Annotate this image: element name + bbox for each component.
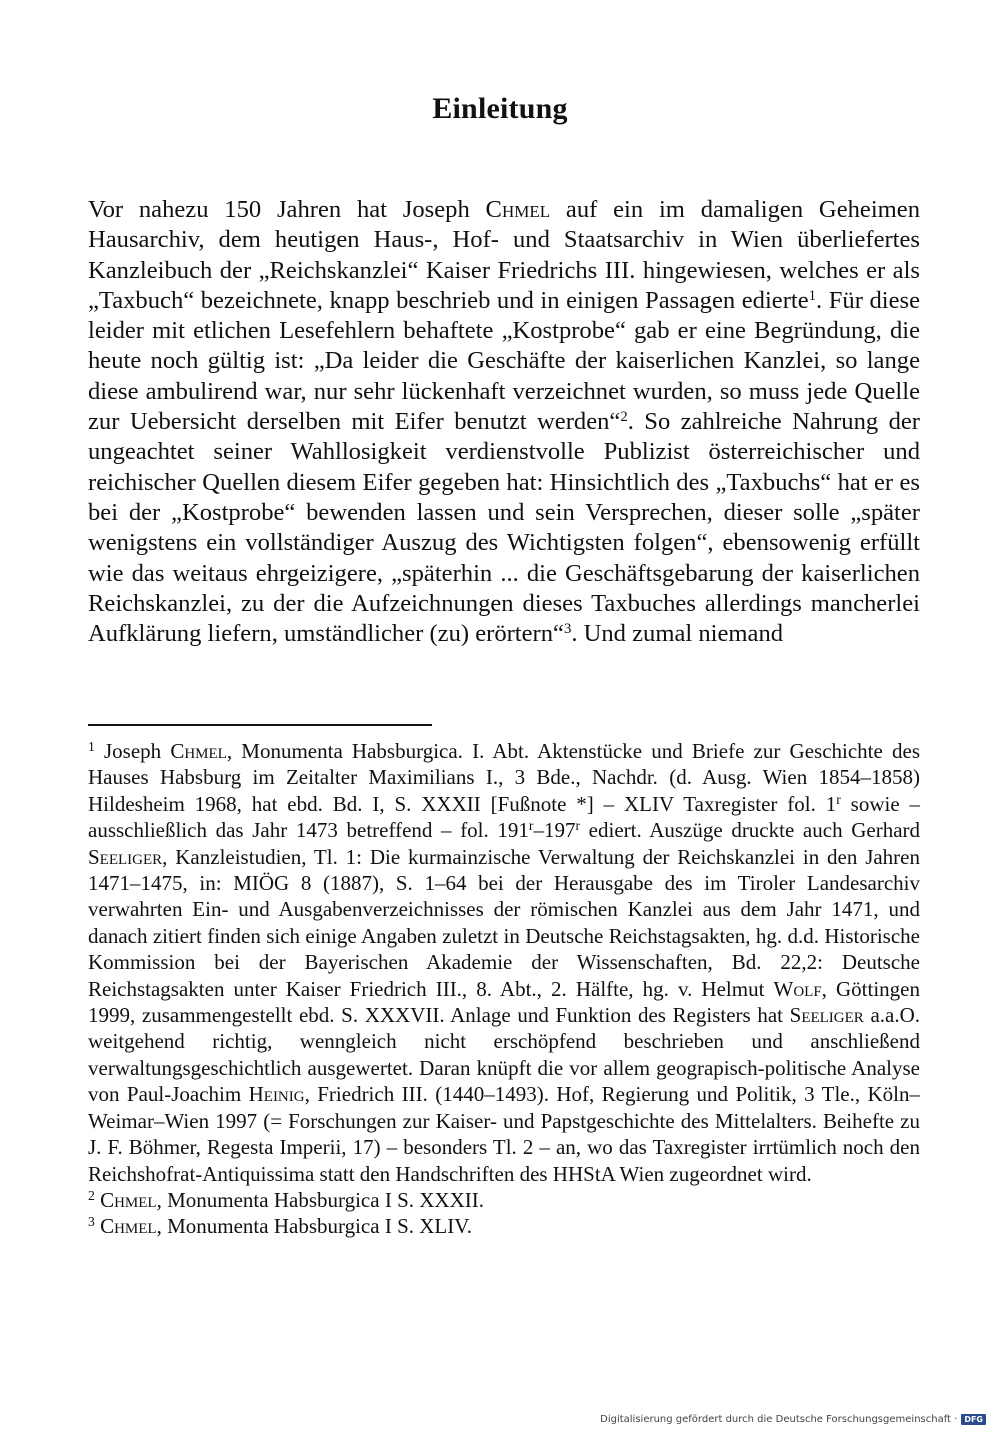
author-name: Seeliger (88, 844, 163, 869)
footnote-text: –197 (533, 818, 576, 843)
body-text-segment: . Für diese leider mit etlichen Lesefehlern behaftete „Kostprobe“ gab er eine Begründung, die heute noch gültig ist: „Da leider die Geschäfte der kaiserlichen Kanzlei, so lange diese ambulirend war, nur sehr lückenhaft verzeichnet wurden, so muss jede Quelle zur Uebersicht derselben mit Eifer benutzt werden“ (88, 286, 920, 436)
footnote-text: , Friedrich III. (1440–1493). Hof, Regierung und Politik, 3 Tle., Köln–Weimar–Wien 1997 (= Forschungen zur Kaiser- und Papstgeschichte des Mittelalters. Beihefte zu J. F. Böhmer, Regesta Imperii, 17) – besonders Tl. 2 – an, wo das Taxregister irrtümlich noch den Reichshofrat-Antiquissima statt den Handschriften des HHStA Wien zugeordnet wird. (88, 1082, 920, 1186)
footnote-text: sowie – ausschließlich das Jahr 1473 betreffend – fol. 191 (88, 791, 920, 843)
footnote-text: ediert. Auszüge druckte auch Gerhard (580, 818, 921, 843)
body-text-segment: auf ein im damaligen Geheimen Hausarchiv, dem heutigen Haus-, Hof- und Staatsarchiv in Wien überliefertes Kanzleibuch der „Reichskanzlei“ Kaiser Friedrichs III. hingewiesen, welches er als „Taxbuch“ bezeichnete, knapp beschrieb und in einigen Passagen edierte (88, 196, 920, 314)
footnote-text: Joseph (94, 739, 171, 763)
footnote-ref-2: 2 (620, 408, 628, 425)
footnote-text: , Göttingen 1999, zusammengestellt ebd. S. XXXVII. Anlage und Funktion des Registers hat (88, 976, 920, 1028)
footnote-divider (88, 724, 432, 726)
footnote-text: , Monumenta Habsburgica I S. XLIV. (156, 1214, 472, 1239)
footnote-2 (88, 1187, 920, 1213)
footnotes (88, 738, 920, 1240)
body-text-segment: . So zahlreiche Nahrung der ungeachtet seiner Wahllosigkeit verdienstvolle Publizist österreichischer und reichischer Quellen diesem Eifer gegeben hat: Hinsichtlich des „Taxbuchs“ hat er es bei der „Kostprobe“ bewenden lassen und sein Versprechen, dieser solle „später wenigstens ein vollständiger Auszug des Wichtigsten folgen“, ebensowenig erfüllt wie das weitaus ehrgeizigere, „späterhin ... die Geschäftsgebarung der kaiserlichen Reichskanzlei, zu der die Aufzeichnungen dieses Taxbuches allerdings mancherlei Aufklärung liefern, umständlicher (zu) erörtern“ (88, 408, 920, 648)
author-name: Chmel (170, 739, 227, 763)
folio-superscript: r (575, 818, 581, 834)
footnote-ref-1: 1 (808, 287, 817, 304)
page-title: Einleitung (432, 92, 568, 125)
footnote-3 (88, 1213, 920, 1239)
author-name: Heinig (248, 1082, 305, 1107)
footnote-ref-3: 3 (563, 621, 572, 638)
footnote-text: a.a.O. weitgehend richtig, wenngleich nicht erschöpfend beschrieben und anschließend verwaltungsgeschichtlich ausgewertet. Daran knüpft die vor allem geograpisch-politische Analyse von Paul-Joachim (88, 1003, 920, 1107)
author-name: Chmel (100, 1214, 157, 1239)
author-name: Chmel (100, 1187, 157, 1212)
folio-superscript: r (528, 818, 534, 834)
body-paragraph (88, 195, 920, 649)
credit-text: Digitalisierung gefördert durch die Deutsche Forschungsgemeinschaft · (600, 1414, 958, 1425)
footnote-number: 2 (88, 1188, 95, 1204)
folio-superscript: r (836, 792, 841, 807)
author-name: Wolf (773, 976, 822, 1001)
body-text-segment: . Und zumal niemand (571, 620, 784, 648)
footnote-text: , Monumenta Habsburgica I S. XXXII. (156, 1187, 484, 1212)
footnote-number: 1 (88, 739, 95, 755)
author-name: Seeliger (789, 1003, 864, 1028)
dfg-logo: DFG (961, 1414, 986, 1425)
body-text-segment: Vor nahezu 150 Jahren hat Joseph (88, 196, 486, 223)
author-name: Chmel (485, 196, 551, 223)
footnote-1 (88, 738, 920, 1187)
footnote-text: , Monumenta Habsburgica. I. Abt. Aktenstücke und Briefe zur Geschichte des Hauses Habsburg im Zeitalter Maximilians I., 3 Bde., Nachdr. (d. Ausg. Wien 1854–1858) Hildesheim 1968, hat ebd. Bd. I, S. XXXII [Fußnote *] – XLIV Taxregister fol. 1 (88, 739, 920, 816)
footnote-number: 3 (88, 1214, 95, 1230)
footnote-text: , Kanzleistudien, Tl. 1: Die kurmainzische Verwaltung der Reichskanzlei in den Jahren 1471–1475, in: MIÖG 8 (1887), S. 1–64 bei der Herausgabe des im Tiroler Landesarchiv verwahrten Ein- und Ausgabenverzeichnisses der römischen Kanzlei aus dem Jahr 1471, und danach zitiert finden sich einige Angaben zuletzt in Deutsche Reichstagsakten, hg. d.d. Historische Kommission bei der Bayerischen Akademie der Wissenschaften, Bd. 22,2: Deutsche Reichstagsakten unter Kaiser Friedrich III., 8. Abt., 2. Hälfte, hg. v. Helmut (88, 844, 920, 1001)
digitization-credit (600, 1414, 986, 1425)
